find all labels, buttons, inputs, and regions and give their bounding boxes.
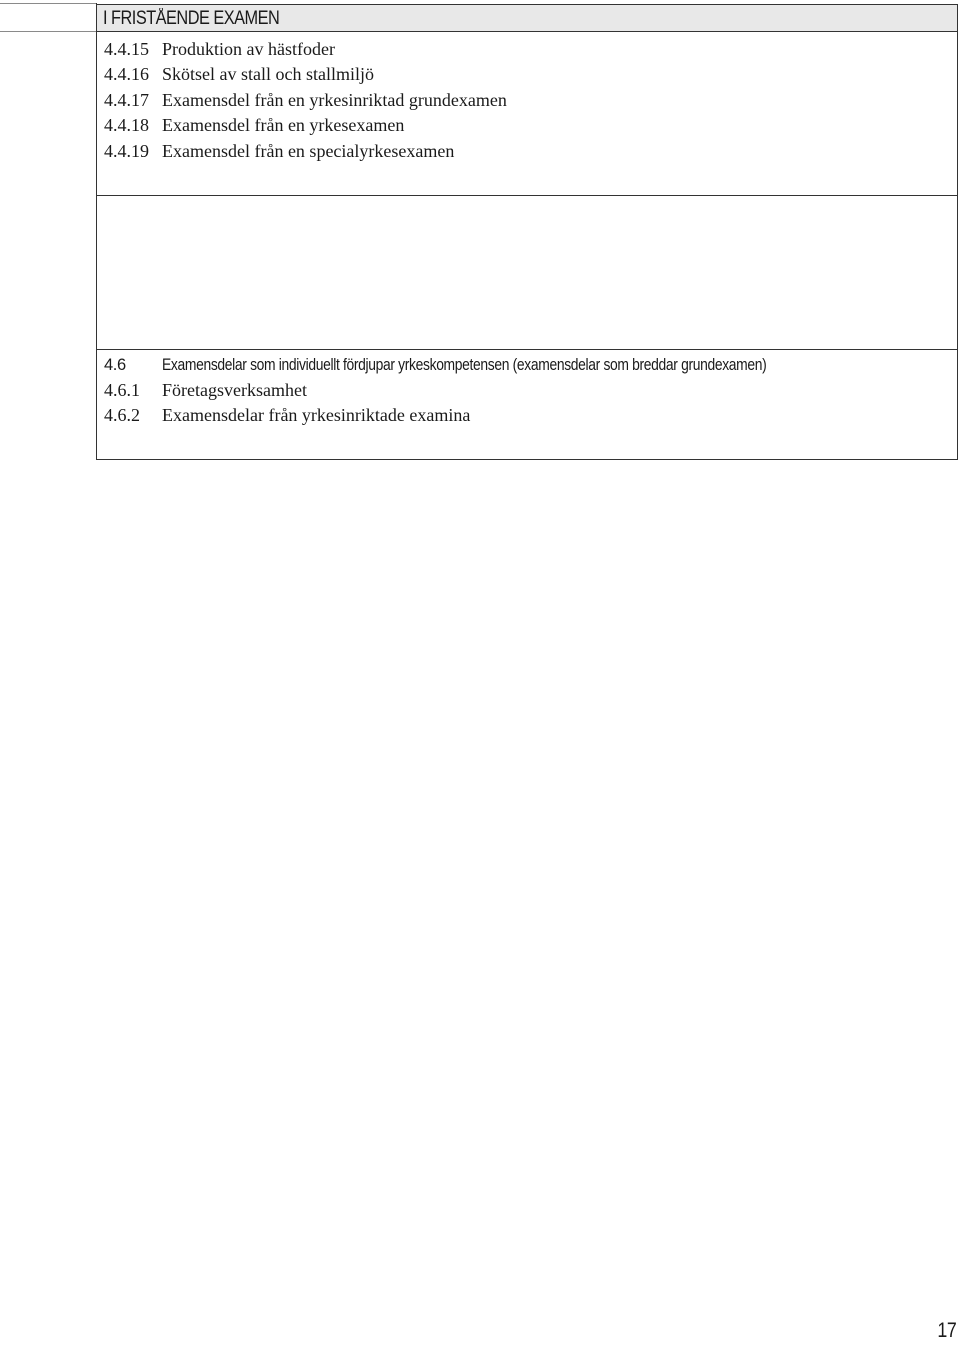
item-label: Företagsverksamhet — [162, 379, 307, 400]
document-table — [0, 3, 958, 460]
item-label: Examensdelar från yrkesinriktade examina — [162, 405, 471, 425]
list-item — [97, 113, 957, 139]
list-item — [97, 139, 957, 165]
item-number: 4.4.15 — [104, 38, 149, 59]
list-item — [97, 88, 957, 114]
empty-cell — [97, 195, 957, 349]
list-item — [97, 378, 957, 404]
item-label: Examensdel från en specialyrkesexamen — [162, 140, 455, 161]
section-label: Examensdelar som individuellt fördjupar yrkeskompetensen (examensdelar som breddar grundexamen) — [162, 355, 767, 374]
item-label: Skötsel av stall och stallmiljö — [162, 64, 374, 84]
list-item — [97, 403, 957, 429]
item-number: 4.4.18 — [104, 115, 149, 135]
item-number: 4.6.1 — [104, 379, 140, 400]
left-header-cell — [0, 4, 96, 32]
list-item — [97, 62, 957, 88]
item-list-4-4 — [97, 32, 957, 195]
item-label: Examensdel från en yrkesexamen — [162, 115, 405, 135]
item-label: Produktion av hästfoder — [162, 38, 335, 59]
section-number: 4.6 — [104, 355, 126, 374]
right-column — [97, 4, 958, 460]
item-number: 4.4.17 — [104, 89, 149, 110]
item-number: 4.4.19 — [104, 140, 149, 161]
item-number: 4.4.16 — [104, 64, 149, 84]
section-header-title: I FRISTÅENDE EXAMEN — [103, 7, 280, 29]
page-number — [934, 1319, 956, 1343]
item-list-4-6 — [97, 349, 957, 459]
list-item — [97, 37, 957, 63]
section-heading-4-6 — [97, 353, 957, 378]
section-header-bar — [97, 4, 957, 32]
item-label: Examensdel från en yrkesinriktad grundexamen — [162, 89, 507, 110]
left-column — [0, 4, 97, 460]
item-number: 4.6.2 — [104, 405, 140, 425]
page-number-text: 17 — [936, 1319, 956, 1342]
